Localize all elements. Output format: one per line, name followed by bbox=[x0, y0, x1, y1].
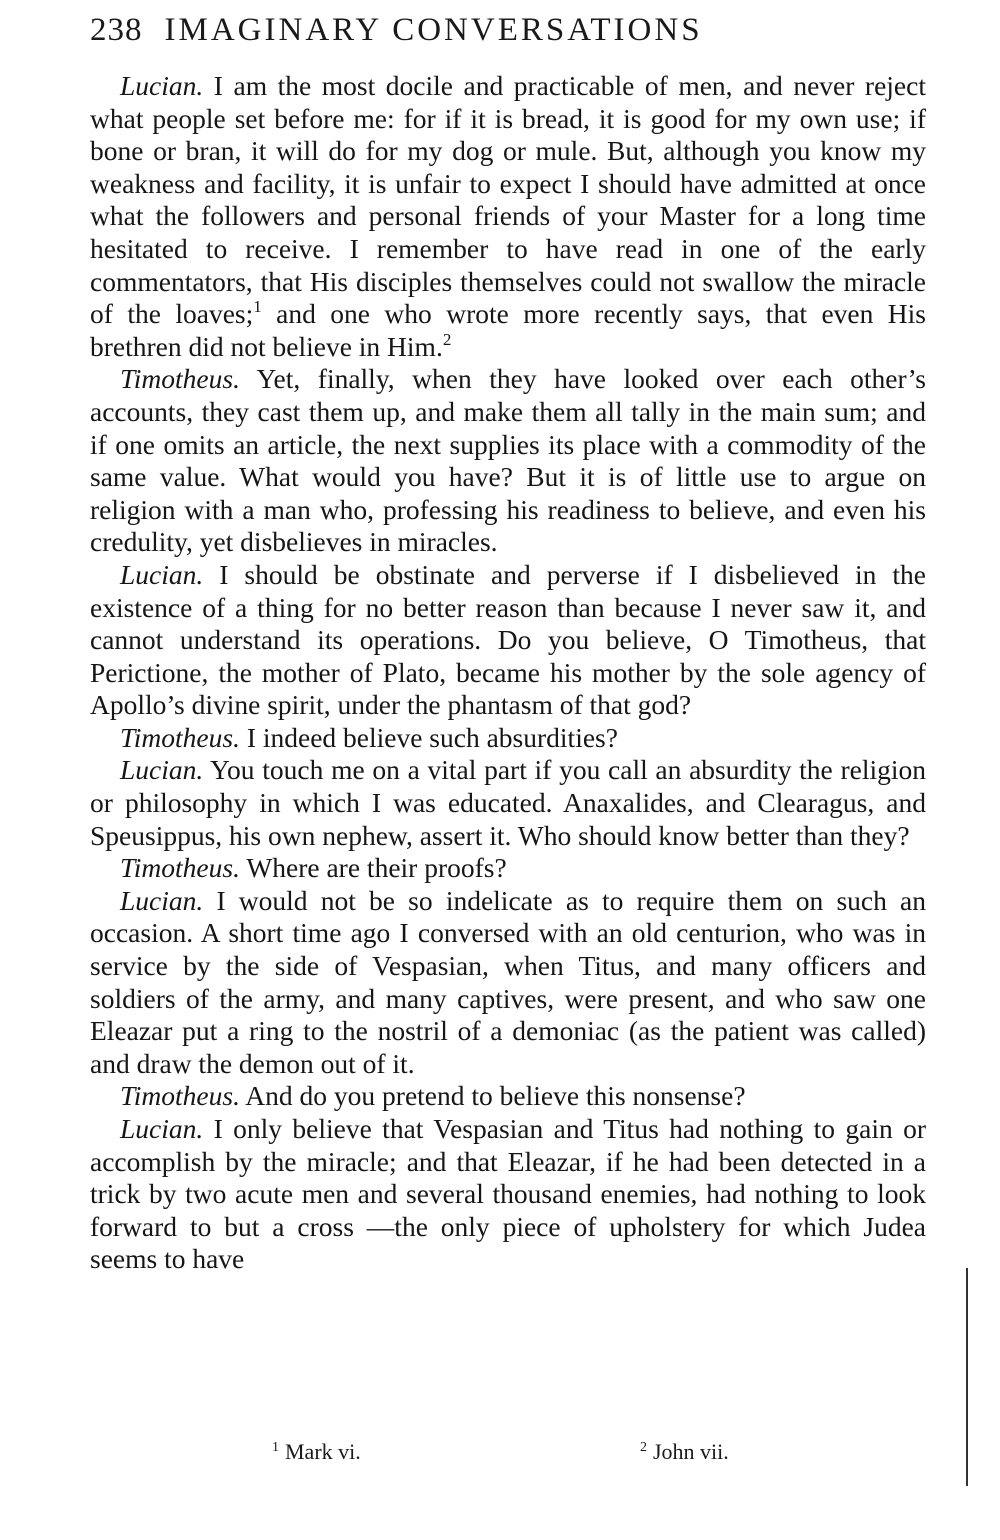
speech-text: I am the most docile and practicable of men, and never reject what people set before me: for if it is bread, it is good for my own use; if bone or bran, it will do for my dog or mule. But, although you know my weakness and facility, it is unfair to expect I should have admitted at once what the followers and personal friends of your Master for a long time hesitated to receive. I remember to have read in one of the early commentators, that His disciples themselves could not swallow the miracle of the loaves; bbox=[90, 70, 926, 330]
speaker-name: Timotheus. bbox=[120, 1080, 240, 1112]
speech-text: Where are their proofs? bbox=[239, 852, 507, 884]
body-text bbox=[90, 70, 926, 1276]
speech-text: You touch me on a vital part if you call an absurdity the religion or philosophy in which I was educated. Anaxalides, and Clearagus, and Speusippus, his own nephew, assert it. Who should know better than they? bbox=[90, 754, 926, 851]
footnote-ref: 2 bbox=[442, 329, 452, 349]
speech-text: I only believe that Vespasian and Titus had nothing to gain or accomplish by the miracle; and that Eleazar, if he had been detected in a trick by two acute men and several thousand enemies, had nothing to look forward to but a cross —the only piece of upholstery for which Judea seems to have bbox=[90, 1113, 926, 1275]
paragraph bbox=[90, 852, 926, 885]
speaker-name: Lucian. bbox=[120, 754, 204, 786]
speaker-name: Lucian. bbox=[120, 558, 204, 590]
speaker-name: Lucian. bbox=[120, 884, 204, 916]
paragraph bbox=[90, 885, 926, 1081]
footnote-text: Mark vi. bbox=[285, 1439, 361, 1464]
speaker-name: Lucian. bbox=[120, 70, 204, 101]
page-number: 238 bbox=[90, 12, 143, 48]
paragraph bbox=[90, 1113, 926, 1276]
paragraph bbox=[90, 363, 926, 559]
footnote-ref: 1 bbox=[253, 297, 262, 317]
paragraph bbox=[90, 754, 926, 852]
margin-rule bbox=[966, 1268, 968, 1486]
speech-text: I indeed believe such absurdities? bbox=[239, 721, 618, 753]
footnote bbox=[272, 1439, 361, 1465]
paragraph bbox=[90, 1080, 926, 1113]
speaker-name: Lucian. bbox=[120, 1113, 204, 1144]
speech-text: I would not be so indelicate as to require them on such an occasion. A short time ago I conversed with an old centurion, who was in service by the side of Vespasian, when Titus, and many officers and soldiers of the army, and many captives, were present, and who saw one Eleazar put a ring to the nostril of a demoniac (as the patient was called) and draw the demon out of it. bbox=[90, 884, 926, 1079]
footnote bbox=[640, 1439, 729, 1465]
running-title: IMAGINARY CONVERSATIONS bbox=[164, 12, 703, 48]
footnote-mark: 2 bbox=[640, 1440, 647, 1455]
speech-text: Yet, finally, when they have looked over each other’s accounts, they cast them up, and make them all tally in the main sum; and if one omits an article, the next supplies its place with a commodity of the same value. What would you have? But it is of little use to argue on religion with a man who, professing his readiness to believe, and even his credulity, yet disbelieves in miracles. bbox=[90, 363, 926, 558]
paragraph bbox=[90, 559, 926, 722]
speech-text: and one who wrote more recently says, that even His brethren did not believe in Him. bbox=[90, 298, 926, 362]
speaker-name: Timotheus. bbox=[120, 363, 240, 395]
footnote-mark: 1 bbox=[272, 1440, 279, 1455]
speech-text: I should be obstinate and perverse if I disbelieved in the existence of a thing for no better reason than because I never saw it, and cannot understand its operations. Do you believe, O Timotheus, that Perictione, the mother of Plato, became his mother by the sole agency of Apollo’s divine spirit, under the phantasm of that god? bbox=[90, 558, 926, 721]
running-header bbox=[90, 12, 910, 49]
paragraph bbox=[90, 722, 926, 755]
speech-text: And do you pretend to believe this nonsense? bbox=[239, 1080, 746, 1112]
footnote-text: John vii. bbox=[653, 1439, 729, 1464]
speaker-name: Timotheus. bbox=[120, 721, 240, 753]
speaker-name: Timotheus. bbox=[120, 852, 240, 884]
paragraph bbox=[90, 70, 926, 363]
